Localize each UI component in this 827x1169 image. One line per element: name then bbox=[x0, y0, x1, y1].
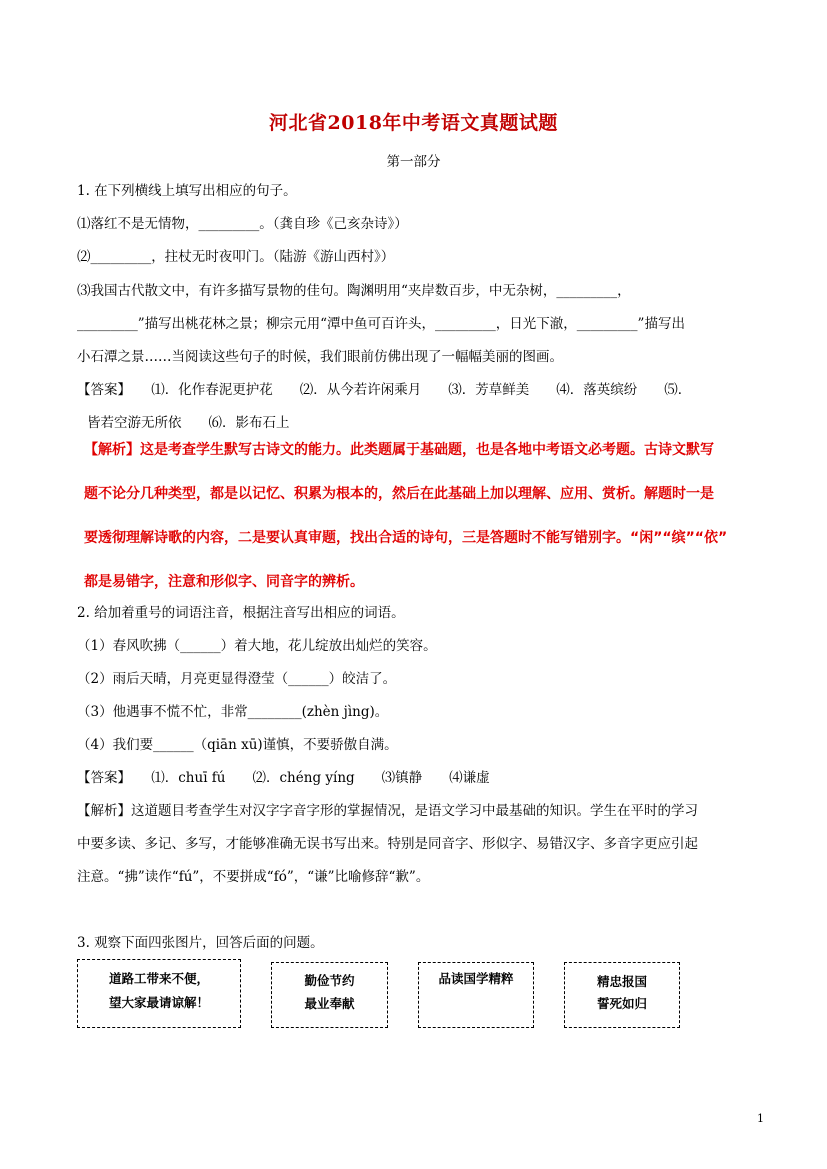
q2-line-4: （4）我们要______（qiān xū)谨慎，不要骄傲自满。 bbox=[77, 737, 398, 753]
q1-analysis-line-4: 都是易错字，注意和形似字、同音字的辨析。 bbox=[84, 574, 364, 590]
q3-stem: 3. 观察下面四张图片，回答后面的问题。 bbox=[77, 935, 324, 951]
q1-answer-line-1: 【答案】 ⑴．化作春泥更护花 ⑵．从今若许闲乘月 ⑶．芳草鲜美 ⑷．落英缤纷 ⑸． bbox=[77, 382, 692, 398]
picture-box-2-line-1: 勤俭节约 bbox=[304, 973, 355, 988]
q1-line-3a: ⑶我国古代散文中，有许多描写景物的佳句。陶渊明用“夹岸数百步，中无杂树，_________， bbox=[77, 283, 631, 299]
part-heading: 第一部分 bbox=[386, 154, 441, 170]
q1-answer-line-2: 皆若空游无所依 ⑹．影布石上 bbox=[87, 415, 290, 431]
q2-analysis-line-1: 【解析】这道题目考查学生对汉字字音字形的掌握情况，是语文学习中最基础的知识。学生在平时的学习 bbox=[77, 803, 698, 819]
document-title: 河北省2018年中考语文真题试题 bbox=[269, 112, 558, 134]
q1-line-2: ⑵_________，拄杖无时夜叩门。（陆游《游山西村》） bbox=[77, 249, 395, 265]
picture-box-2-line-2: 最业奉献 bbox=[304, 996, 355, 1011]
q2-line-1: （1）春风吹拂（______）着大地，花儿绽放出灿烂的笑容。 bbox=[77, 638, 437, 654]
q2-stem: 2. 给加着重号的词语注音，根据注音写出相应的词语。 bbox=[77, 605, 405, 621]
q1-analysis-line-3: 要透彻理解诗歌的内容，二是要认真审题，找出合适的诗句，三是答题时不能写错别字。“闲”“缤”“依” bbox=[84, 530, 728, 546]
picture-box-1-line-1: 道路工带来不便， bbox=[108, 971, 209, 986]
picture-box-3 bbox=[418, 962, 534, 1028]
q1-stem: 1. 在下列横线上填写出相应的句子。 bbox=[77, 183, 297, 199]
q2-analysis-line-2: 中要多读、多记、多写，才能够准确无误书写出来。特别是同音字、形似字、易错汉字、多音字更应引起 bbox=[77, 836, 698, 852]
picture-box-4-line-2: 誓死如归 bbox=[596, 996, 647, 1011]
q1-analysis-line-2: 题不论分几种类型，都是以记忆、积累为根本的，然后在此基础上加以理解、应用、赏析。解题时一是 bbox=[84, 486, 714, 502]
picture-box-3-line-1: 品读国学精粹 bbox=[438, 971, 514, 986]
picture-box-1 bbox=[77, 959, 241, 1028]
q2-answer: 【答案】 ⑴．chuī fú ⑵．chéng yíng ⑶镇静 ⑷谦虚 bbox=[77, 770, 490, 786]
page-number: 1 bbox=[757, 1112, 764, 1125]
picture-box-4 bbox=[564, 962, 680, 1028]
picture-box-2 bbox=[271, 962, 388, 1028]
picture-box-4-line-1: 精忠报国 bbox=[596, 974, 647, 989]
q2-analysis-line-3: 注意。“拂”读作“fú”，不要拼成“fó”，“谦”比喻修辞“歉”。 bbox=[77, 869, 430, 885]
picture-box-1-line-2: 望大家最请谅解！ bbox=[108, 995, 209, 1010]
q2-line-2: （2）雨后天晴，月亮更显得澄莹（______）皎洁了。 bbox=[77, 671, 397, 687]
q2-line-3: （3）他遇事不慌不忙，非常________(zhèn jìng)。 bbox=[77, 704, 389, 720]
q1-line-1: ⑴落红不是无情物，_________。（龚自珍《己亥杂诗》） bbox=[77, 216, 408, 232]
q1-line-3b: _________”描写出桃花林之景；柳宗元用“潭中鱼可百许头，_________，日光下澈，_________”描写出 bbox=[77, 316, 685, 332]
q1-analysis-line-1: 【解析】这是考查学生默写古诗文的能力。此类题属于基础题，也是各地中考语文必考题。古诗文默写 bbox=[84, 442, 714, 458]
q1-line-3c: 小石潭之景……当阅读这些句子的时候，我们眼前仿佛出现了一幅幅美丽的图画。 bbox=[77, 349, 563, 365]
